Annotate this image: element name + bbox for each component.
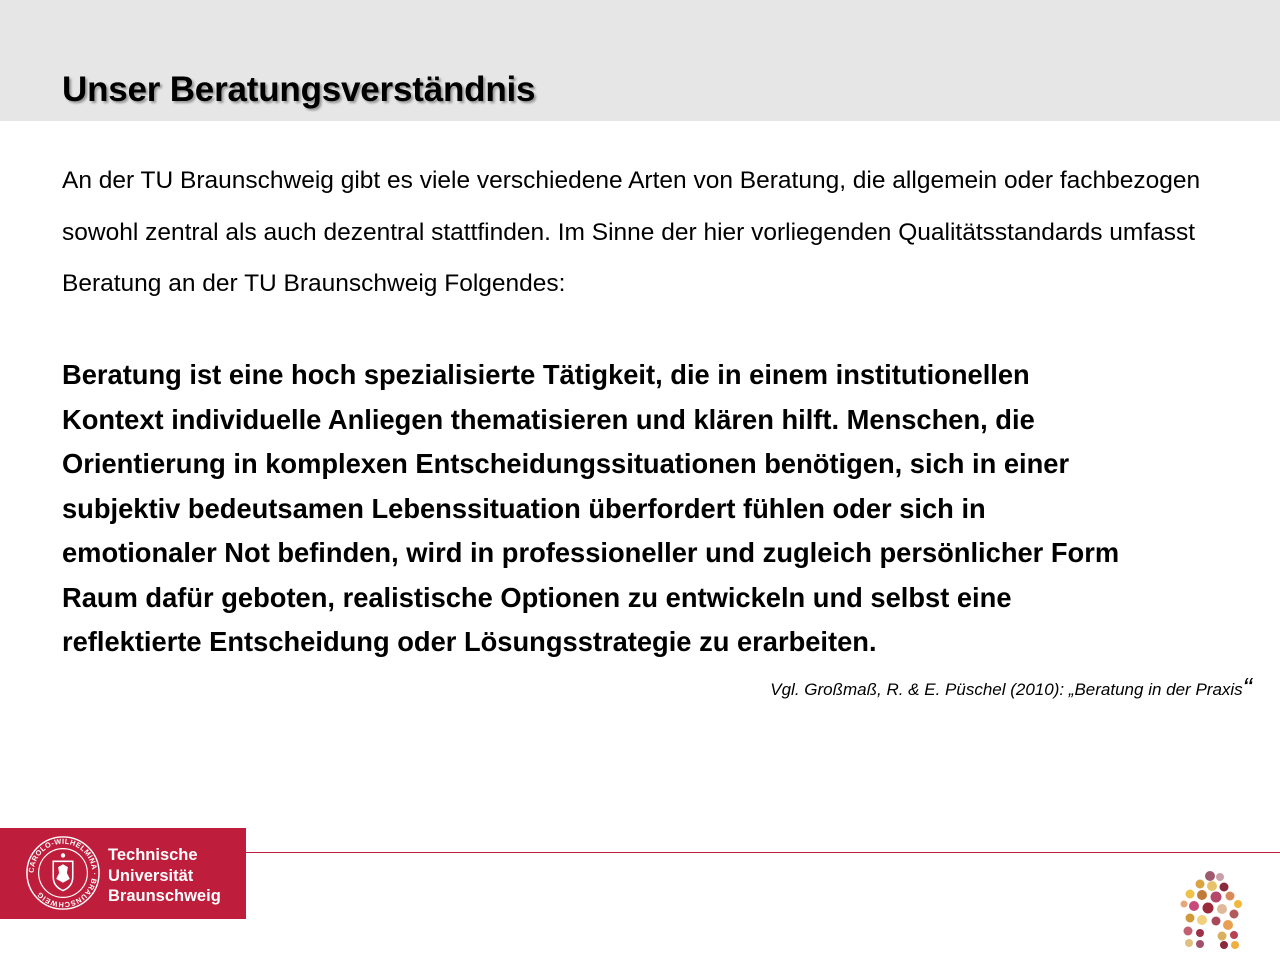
definition-line: Kontext individuelle Anliegen thematisieren und klären hilft. Menschen, die (62, 403, 1035, 435)
seal-text: CAROLO-WILHELMINA · BRAUNSCHWEIG (26, 836, 100, 910)
intro-paragraph: An der TU Braunschweig gibt es viele verschiedene Arten von Beratung, die allgemein oder fachbezogen sowohl zentral als auch dezentral stattfinden. Im Sinne der hier vorliegenden Qualitätsstandards umfasst Beratung an der TU Braunschweig Folgendes: (62, 167, 1201, 297)
logo-line: Technische (108, 846, 198, 864)
definition-paragraph (62, 353, 1257, 665)
citation (770, 672, 1252, 712)
tu-logo (0, 828, 246, 919)
definition-line: emotionaler Not befinden, wird in professioneller und zugleich persönlicher Form (62, 537, 1120, 568)
definition-line: Raum dafür geboten, realistische Optionen zu entwickeln und selbst eine (62, 581, 1012, 613)
definition-line: Beratung ist eine hoch spezialisierte Tätigkeit, die in einem institutionellen (62, 359, 1030, 390)
footer-divider (246, 852, 1280, 853)
logo-line: Universität (108, 866, 194, 885)
house-icon (1172, 868, 1252, 950)
slide-title: Unser Beratungsverständnis (62, 70, 536, 109)
definition-line: Orientierung in komplexen Entscheidungssituationen benötigen, sich in einer (62, 448, 1070, 479)
definition-line: subjektiv bedeutsamen Lebenssituation überfordert fühlen oder sich in (62, 492, 986, 524)
definition-line: reflektierte Entscheidung oder Lösungsstrategie zu erarbeiten. (62, 626, 877, 657)
tu-seal-icon (24, 834, 102, 912)
citation-close-quote: “ (1242, 672, 1252, 703)
logo-line: Braunschweig (108, 887, 221, 905)
logo-text (108, 845, 221, 907)
citation-text: Vgl. Großmaß, R. & E. Püschel (2010): „Beratung in der Praxis (770, 680, 1243, 699)
